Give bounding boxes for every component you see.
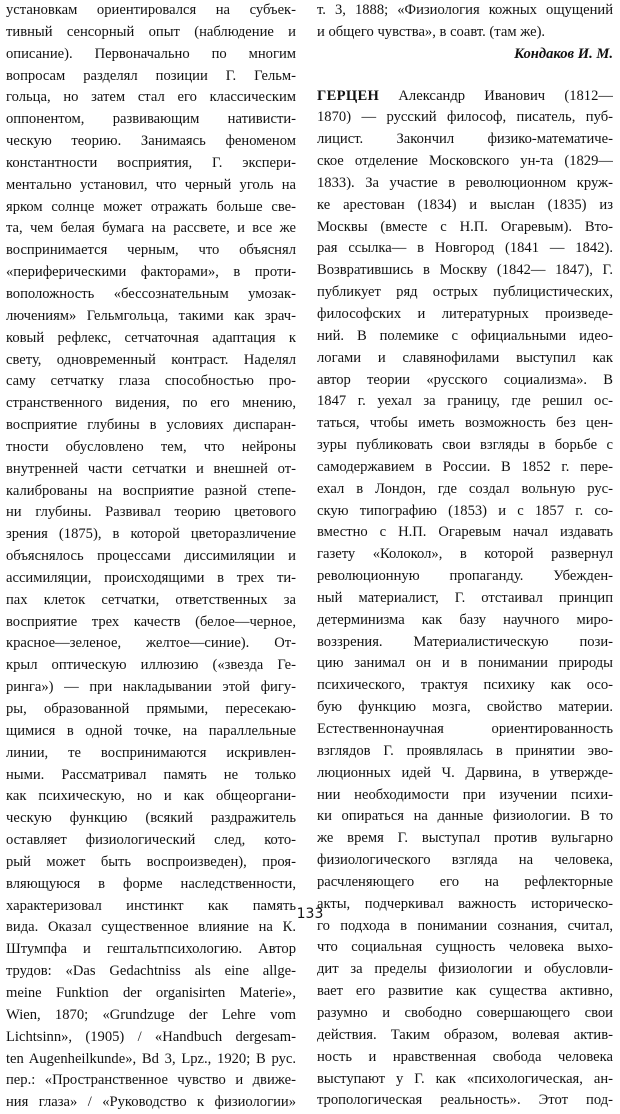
text-line: газету «Колокол», в которой развернул bbox=[317, 546, 613, 563]
text-line: Lichtsinn», (1905) / «Handbuch dergesam- bbox=[6, 1028, 296, 1045]
text-line: ярком солнце может отражать больше све- bbox=[6, 198, 296, 215]
article-author: Кондаков И. М. bbox=[514, 45, 613, 62]
text-line: ный материалист, Г. отстаивал принцип bbox=[317, 589, 613, 606]
text-line: восприятие глубины в условиях диспаран- bbox=[6, 417, 296, 434]
text-line: пер.: «Пространственное чувство и движе- bbox=[6, 1072, 296, 1089]
text-line: оставляет физиологический след, кото- bbox=[6, 832, 296, 849]
text-line: вает его развитие как существа активно, bbox=[317, 983, 613, 1000]
text-line: же время Г. выступал против вульгарно bbox=[317, 830, 613, 847]
text-line: рый может быть воспроизведен), проя- bbox=[6, 853, 296, 870]
continuation-line: и общего чувства», в соавт. (там же). bbox=[317, 23, 546, 40]
text-line: объяснялось процессами диссимиляции и bbox=[6, 548, 296, 565]
text-line: восприятие трех качеств (белое—черное, bbox=[6, 613, 296, 630]
continuation-line: т. 3, 1888; «Физиология кожных ощущений bbox=[317, 2, 613, 18]
text-line: воспринимается черным, что объяснял bbox=[6, 242, 296, 259]
text-line: ни глубины. Развивал теорию цветового bbox=[6, 504, 296, 521]
text-line: константности восприятия, Г. экспери- bbox=[6, 154, 296, 171]
text-line: тности обусловлено тем, что нейроны bbox=[6, 438, 296, 455]
text-line: вляющуюся в форме наследственности, bbox=[6, 875, 296, 892]
text-line: характеризовал инстинкт как память bbox=[6, 897, 296, 914]
entry-headword: ГЕРЦЕН bbox=[317, 87, 380, 104]
text-line: нии необходимости при изучении психи- bbox=[317, 786, 613, 803]
text-line: ний. В полемике с официальными идео- bbox=[317, 327, 613, 344]
text-line: 1833). За участие в революционном круж- bbox=[317, 174, 613, 191]
text-line: автор теории «русского социализма». В bbox=[317, 371, 613, 388]
text-line: воззрения. Материалистическую пози- bbox=[317, 633, 613, 650]
text-line: таться, чтобы иметь возможность без цен- bbox=[317, 415, 613, 432]
text-line: гольца, но затем стал его классическим bbox=[6, 89, 296, 106]
text-line: тивный сенсорный опыт (наблюдение и bbox=[6, 23, 296, 40]
text-line: зрения (1875), в которой цветоразличение bbox=[6, 526, 296, 543]
text-line: бую функцию мозга, свойство материи. bbox=[317, 699, 613, 716]
text-line: ассимиляции, происходящими в трех ти- bbox=[6, 569, 296, 586]
text-line: ехал в Лондон, где создал вольную рус- bbox=[317, 480, 613, 497]
text-line: 1847 г. уехал за границу, где решил ос- bbox=[317, 393, 613, 410]
text-line: ке арестован (1834) и выслан (1835) из bbox=[317, 196, 613, 213]
text-line: ринга») — при накладывании этой фигу- bbox=[6, 679, 296, 696]
text-line: логами и славянофилами выступил как bbox=[317, 349, 613, 366]
text-line: выступают у Г. как «психологическая, ан- bbox=[317, 1070, 613, 1087]
text-line: странственного видения, по его мнению, bbox=[6, 395, 296, 412]
text-line: 1870) — русский философ, писатель, пуб- bbox=[317, 109, 613, 126]
text-line: линии, те воспринимаются искривлен- bbox=[6, 744, 296, 761]
text-line: расчленяющего его на рефлекторные bbox=[317, 873, 613, 890]
text-line: трудов: «Das Gedachtniss als eine allge- bbox=[6, 963, 296, 980]
text-line: что социальная сущность человека выхо- bbox=[317, 939, 613, 956]
text-line: Wien, 1870; «Grundzuge der Lehre vom bbox=[6, 1006, 296, 1023]
text-line: публикует ряд острых публицистических, bbox=[317, 284, 613, 301]
entry-gap bbox=[317, 66, 613, 86]
text-line: взглядов Г. проявлялась в принятии эво- bbox=[317, 742, 613, 759]
text-line: Штумпфа и гештальтпсихологию. Автор bbox=[6, 941, 296, 958]
text-line: скую типографию (1853) и с 1857 г. со- bbox=[317, 502, 613, 519]
text-line: вопросам разделял позиции Г. Гельм- bbox=[6, 67, 296, 84]
text-line: описание). Первоначально по многим bbox=[6, 45, 296, 62]
text-line: крыл оптическую иллюзию («звезда Ге- bbox=[6, 657, 296, 674]
text-line: ковый рефлекс, сетчаточная адаптация к bbox=[6, 329, 296, 346]
text-line: акты, подчеркивал важность историческо- bbox=[317, 895, 613, 912]
text-line: ментально установил, что черный уголь на bbox=[6, 176, 296, 193]
text-line: внутренней части сетчатки и внешней от- bbox=[6, 460, 296, 477]
text-line: вместно с Н.П. Огаревым начал издавать bbox=[317, 524, 613, 541]
text-line: ten Augenheilkunde», Bd 3, Lpz., 1920; В рус. bbox=[6, 1050, 296, 1067]
text-line: установкам ориентировался на субъек- bbox=[6, 2, 296, 18]
text-line: пах клеток сетчатки, ответственных за bbox=[6, 591, 296, 608]
text-line: самодержавием в России. В 1852 г. пере- bbox=[317, 458, 613, 475]
text-line: Москвы (вместе с Н.П. Огаревым). Вто- bbox=[317, 218, 613, 235]
text-line: как психическую, но и как общеоргани- bbox=[6, 788, 296, 805]
right-column bbox=[317, 0, 613, 1112]
text-line: Возвратившись в Москву (1842— 1847), Г. bbox=[317, 262, 613, 279]
text-line: оппонентом, развивающим нативисти- bbox=[6, 111, 296, 128]
text-line: щимися в одной точке, на параллельные bbox=[6, 722, 296, 739]
text-line: физиологического взгляда на человека, bbox=[317, 852, 613, 869]
text-line: ния глаза» / «Руководство к физиологии» bbox=[6, 1094, 296, 1111]
text-line: революционную пропаганду. Убежден- bbox=[317, 568, 613, 585]
text-line: психического, трактуя психику как осо- bbox=[317, 677, 613, 694]
entry-first-line-text: Александр Иванович (1812— bbox=[398, 87, 613, 104]
text-line: дит за пределы физиологии и обусловли- bbox=[317, 961, 613, 978]
text-line: ческую функцию (всякий раздражитель bbox=[6, 810, 296, 827]
text-line: калиброваны на восприятие разной степе- bbox=[6, 482, 296, 499]
text-line: зуры публиковать свои взгляды в борьбе с bbox=[317, 437, 613, 454]
text-line: ными. Рассматривал память не только bbox=[6, 766, 296, 783]
text-line: детерминизма как базу научного миро- bbox=[317, 611, 613, 628]
text-line: философских и литературных произведе- bbox=[317, 305, 613, 322]
page-number: 133 bbox=[296, 906, 324, 922]
text-line: вида. Оказал существенное влияние на К. bbox=[6, 919, 296, 936]
text-line: свету, одновременный контраст. Наделял bbox=[6, 351, 296, 368]
text-line: лючениям» Гельмгольца, такими как зрач- bbox=[6, 307, 296, 324]
text-line: ность и нравственная свобода человека bbox=[317, 1048, 613, 1065]
text-line: «периферическими факторами», в проти- bbox=[6, 264, 296, 281]
text-line: тропологическая реальность». Этот под- bbox=[317, 1092, 613, 1109]
text-line: meine Funktion der organisirten Materie», bbox=[6, 984, 296, 1001]
entry-first-line bbox=[317, 86, 613, 108]
left-column bbox=[6, 0, 296, 1114]
text-line: Естественнонаучная ориентированность bbox=[317, 721, 613, 737]
text-line: красное—зеленое, желтое—синие). От- bbox=[6, 635, 296, 652]
text-line: саму сетчатку глаза способностью про- bbox=[6, 373, 296, 390]
text-line: ческую теорию. Занимаясь феноменом bbox=[6, 133, 296, 150]
text-line: лицист. Закончил физико-математиче- bbox=[317, 131, 613, 148]
text-line: воположность «бессознательным умозак- bbox=[6, 285, 296, 302]
text-line: рая ссылка— в Новгород (1841 — 1842). bbox=[317, 240, 613, 257]
text-line: разумно и свободно совершающего свои bbox=[317, 1004, 613, 1021]
text-line: цию занимал он и в понимании природы bbox=[317, 655, 613, 672]
text-line: го подхода в понимании сознания, считал, bbox=[317, 917, 613, 934]
text-line: ки опираться на данные физиологии. В то bbox=[317, 808, 613, 825]
text-line: действия. Таким образом, волевая актив- bbox=[317, 1026, 613, 1043]
text-line: ры, образованной прямыми, пересекаю- bbox=[6, 701, 296, 717]
text-line: люционных идей Ч. Дарвина, в утвержде- bbox=[317, 764, 613, 781]
text-line: ское отделение Московского ун-та (1829— bbox=[317, 153, 613, 170]
text-line: та, чем белая бумага на рассвете, и все же bbox=[6, 220, 296, 237]
